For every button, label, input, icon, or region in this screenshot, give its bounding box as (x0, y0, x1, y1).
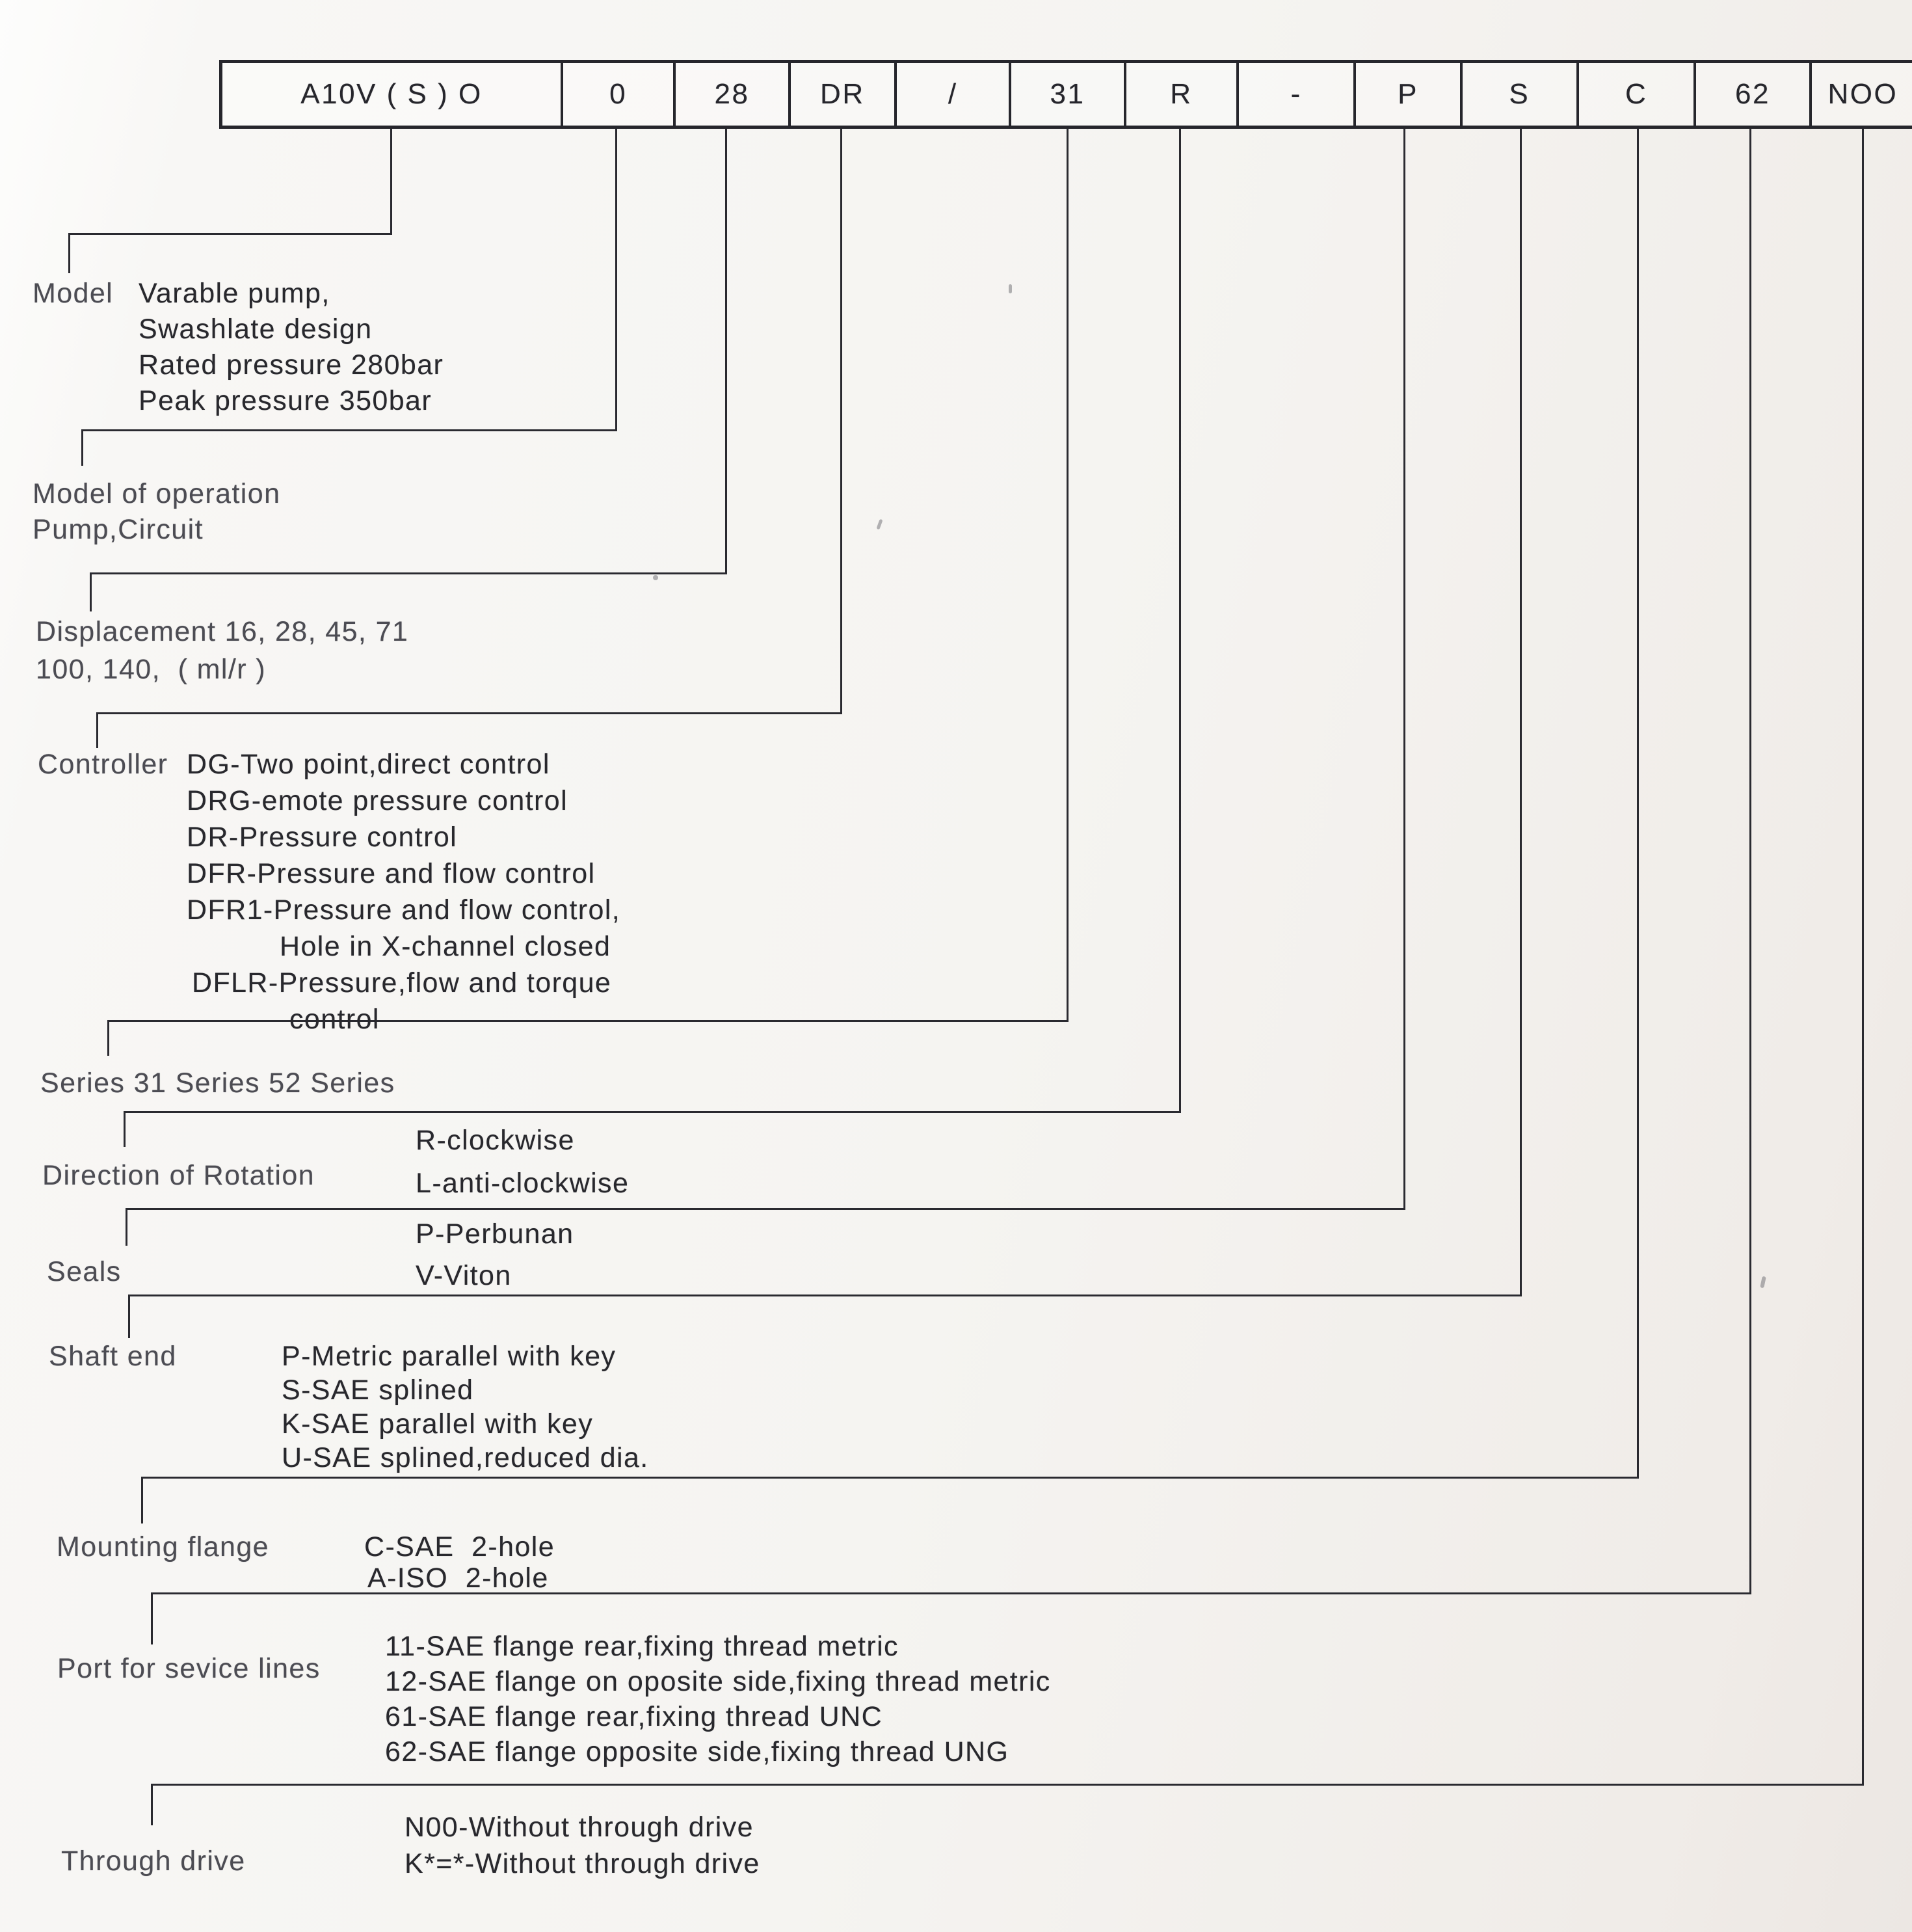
leader-seals-drop (1403, 129, 1405, 1210)
option-controller-5: Hole in X-channel closed (280, 931, 611, 962)
option-direction-0: R-clockwise (416, 1125, 575, 1156)
option-mounting-1: A-ISO 2-hole (367, 1563, 549, 1594)
leader-mounting-stub (141, 1477, 143, 1523)
section-label-shaft: Shaft end (49, 1341, 177, 1372)
leader-displacement-stub (90, 572, 92, 611)
option-controller-2: DR-Pressure control (187, 822, 458, 853)
option-port-1: 12-SAE flange on oposite side,fixing thread metric (385, 1666, 1051, 1697)
leader-series-drop (1067, 129, 1069, 1022)
option-shaft-3: U-SAE splined,reduced dia. (282, 1442, 649, 1473)
leader-controller-drop (840, 129, 842, 714)
leader-through-drop (1862, 129, 1864, 1786)
section-label-direction: Direction of Rotation (42, 1160, 315, 1191)
section-label-displacement-line-1: 100, 140, ( ml/r ) (36, 654, 266, 685)
code-cell-shaft: S (1460, 63, 1576, 126)
leader-mounting-run (141, 1477, 1637, 1479)
leader-shaft-stub (128, 1295, 130, 1338)
leader-port-drop (1749, 129, 1751, 1594)
section-label-operation-line-0: Model of operation (33, 478, 281, 509)
code-table (219, 60, 1912, 129)
code-cell-through: NOO (1809, 63, 1912, 126)
code-cell-displacement: 28 (673, 63, 788, 126)
scan-speck (1009, 284, 1012, 293)
leader-shaft-drop (1520, 129, 1522, 1296)
option-seals-0: P-Perbunan (416, 1218, 574, 1250)
leader-direction-drop (1179, 129, 1181, 1113)
section-label-port: Port for sevice lines (57, 1653, 321, 1684)
scan-speck (876, 519, 883, 530)
leader-controller-stub (96, 712, 98, 748)
code-cell-direction: R (1124, 63, 1236, 126)
leader-model-drop (390, 129, 392, 235)
code-cell-controller: DR (788, 63, 894, 126)
option-direction-1: L-anti-clockwise (416, 1168, 630, 1199)
option-shaft-1: S-SAE splined (282, 1375, 474, 1406)
option-shaft-0: P-Metric parallel with key (282, 1341, 617, 1372)
section-label-model: Model (33, 278, 114, 309)
option-model-3: Peak pressure 350bar (139, 385, 432, 416)
option-through-1: K*=*-Without through drive (405, 1848, 760, 1879)
option-through-0: N00-Without through drive (405, 1812, 754, 1843)
leader-operation-run (81, 429, 615, 431)
option-port-3: 62-SAE flange opposite side,fixing thread UNG (385, 1736, 1009, 1767)
leader-controller-run (96, 712, 840, 714)
code-cell-port: 62 (1693, 63, 1809, 126)
code-cell-model: A10V ( S ) O (300, 78, 483, 110)
leader-series-run (107, 1020, 1067, 1022)
code-cell-series: 31 (1009, 63, 1123, 126)
code-cell-seals: P (1353, 63, 1459, 126)
code-cell-slash: / (894, 63, 1009, 126)
option-controller-4: DFR1-Pressure and flow control, (187, 894, 621, 926)
option-port-2: 61-SAE flange rear,fixing thread UNC (385, 1701, 883, 1732)
leader-series-stub (107, 1020, 109, 1056)
leader-operation-stub (81, 429, 83, 466)
option-model-2: Rated pressure 280bar (139, 349, 444, 381)
option-controller-6: DFLR-Pressure,flow and torque (192, 967, 612, 999)
code-cell-dash: - (1236, 63, 1353, 126)
section-label-operation-line-1: Pump,Circuit (33, 514, 204, 545)
option-controller-7: control (289, 1004, 380, 1035)
leader-through-run (151, 1784, 1862, 1786)
option-model-0: Varable pump, (139, 278, 330, 309)
leader-displacement-drop (725, 129, 727, 574)
option-port-0: 11-SAE flange rear,fixing thread metric (385, 1631, 899, 1662)
section-label-seals: Seals (47, 1256, 122, 1287)
section-label-mounting: Mounting flange (57, 1531, 269, 1563)
leader-mounting-drop (1637, 129, 1639, 1479)
option-model-1: Swashlate design (139, 314, 373, 345)
scan-speck (1760, 1276, 1766, 1289)
leader-seals-run (126, 1208, 1403, 1210)
leader-shaft-run (128, 1295, 1520, 1296)
leader-through-stub (151, 1784, 153, 1825)
leader-direction-run (124, 1111, 1179, 1113)
section-label-through: Through drive (61, 1845, 246, 1877)
leader-operation-drop (615, 129, 617, 431)
section-label-displacement-line-0: Displacement 16, 28, 45, 71 (36, 616, 409, 647)
option-seals-1: V-Viton (416, 1260, 512, 1291)
option-controller-3: DFR-Pressure and flow control (187, 858, 596, 889)
option-shaft-2: K-SAE parallel with key (282, 1408, 594, 1440)
leader-model-stub (68, 233, 70, 273)
leader-seals-stub (126, 1208, 127, 1246)
leader-port-stub (151, 1592, 153, 1644)
leader-model-run (68, 233, 390, 235)
scan-speck (653, 575, 658, 580)
code-cell-mounting: C (1576, 63, 1693, 126)
leader-direction-stub (124, 1111, 126, 1147)
option-mounting-0: C-SAE 2-hole (364, 1531, 555, 1563)
leader-displacement-run (90, 572, 725, 574)
option-controller-0: DG-Two point,direct control (187, 749, 550, 780)
code-cell-operation: 0 (561, 63, 673, 126)
option-controller-1: DRG-emote pressure control (187, 785, 568, 816)
section-label-controller: Controller (38, 749, 168, 780)
section-label-series-line-0: Series 31 Series 52 Series (40, 1067, 395, 1099)
